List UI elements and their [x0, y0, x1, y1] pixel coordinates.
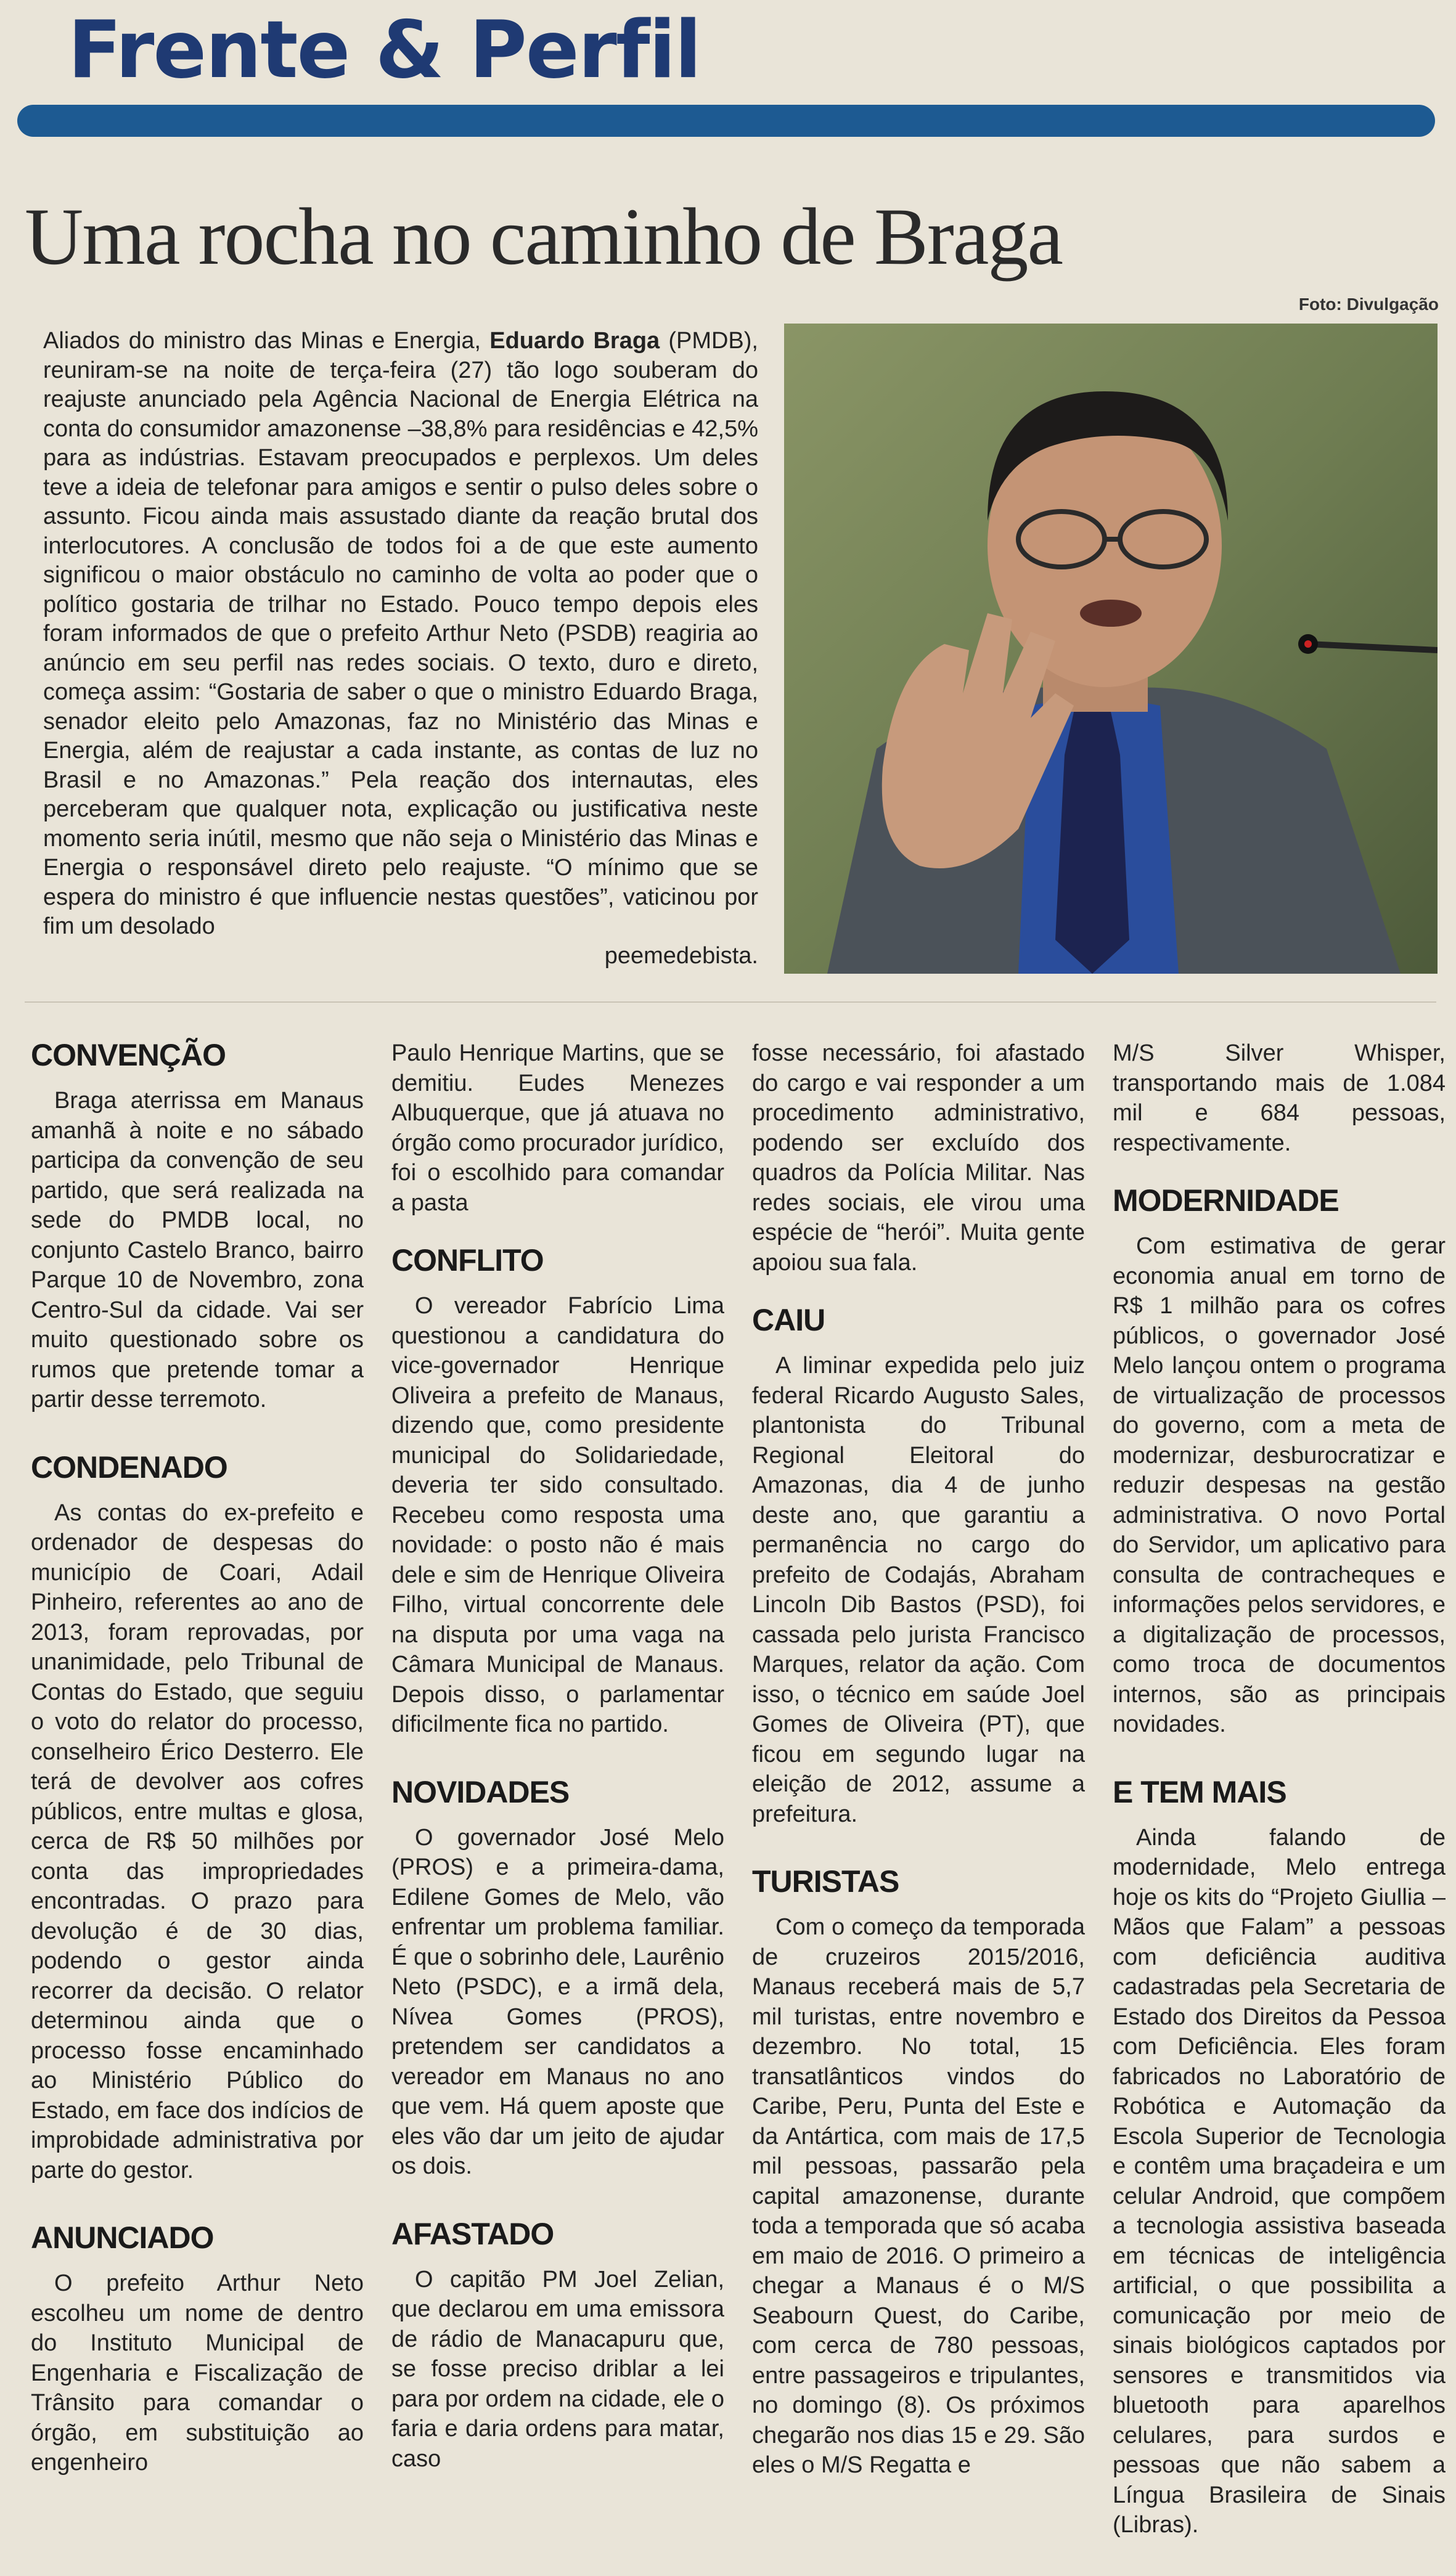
note-text-conflito: O vereador Fabrício Lima questionou a candidatura do vice-governador Henrique Oliveira a prefeito de Manaus, dizendo que, como presidente municipal do Solidariedade, deveria ter sido consultado. Recebeu como resposta uma novidade: o posto não é mais dele e sim de Henrique Oliveira Filho, virtual concorrente dele na disputa por uma vaga na Câmara Municipal de Manaus. Depois disso, o parlamentar dificilmente fica no partido.	[391, 1293, 724, 1737]
intro-body: (PMDB), reuniram-se na noite de terça-feira (27) tão logo souberam do reajuste anunciado pela Agência Nacional de Energia Elétrica na conta do consumidor amazonense –38,8% para residências e 42,5% para as indústrias. Estavam preocupados e perplexos. Um deles teve a ideia de telefonar para amigos e sentir o pulso deles sobre o assunto. Ficou ainda mais assustado diante da reação brutal dos interlocutores. A conclusão de todos foi a de que este aumento significou o maior obstáculo no caminho de volta ao poder que o político gostaria de trilhar no Estado. Pouco tempo depois eles foram informados de que o prefeito Arthur Neto (PSDB) reagiria ao anúncio em seu perfil nas redes sociais. O texto, duro e direto, começa assim: “Gostaria de saber o que o ministro Eduardo Braga, senador eleito pelo Amazonas, faz no Ministério das Minas e Energia, além de reajustar a cada instante, as contas de luz no Brasil e no Amazonas.” Pela reação dos internautas, eles perceberam que qualquer nota, explicação ou justificativa neste momento seria inútil, mesmo que não seja o Ministério das Minas e Energia o responsável direto pelo reajuste. “O mínimo que se espera do ministro é que influencie nestas questões”, vaticinou por fim um desolado	[43, 328, 758, 939]
note-title-caiu: CAIU	[752, 1303, 825, 1337]
note-text-novidades: O governador José Melo (PROS) e a primeira-dama, Edilene Gomes de Melo, vão enfrentar um problema familiar. É que o sobrinho dele, Laurênio Neto (PSDC), e a irmã dela, Nívea Gomes (PROS), pretendem ser candidatos a vereador em Manaus no ano que vem. Há quem aposte que eles vão dar um jeito de ajudar os dois.	[391, 1824, 724, 2179]
note-title-condenado: CONDENADO	[31, 1449, 227, 1485]
note-title-novidades: NOVIDADES	[391, 1774, 570, 1809]
note-title-convencao: CONVENÇÃO	[31, 1038, 226, 1072]
section-title: Frente & Perfil	[68, 4, 701, 96]
note-text-afastado-cont: fosse necessário, foi afastado do cargo e vai responder a um procedimento administrativo, podendo ser excluído dos quadros da Polícia Militar. Nas redes sociais, ele virou uma espécie de “herói”. Muita gente apoiou sua fala.	[752, 1040, 1085, 1276]
note-text-turistas: Com o começo da temporada de cruzeiros 2015/2016, Manaus receberá mais de 5,7 mil turistas, entre novembro e dezembro. No total, 15 transatlânticos vindos do Caribe, Peru, Punta del Este e da Antártica, com mais de 17,5 mil pessoas, passarão pela capital amazonense, durante toda a temporada que só acaba em maio de 2016. O primeiro a chegar a Manaus é o M/S Seabourn Quest, do Caribe, com cerca de 780 pessoas, entre passageiros e tripulantes, no domingo (8). Os próximos chegarão nos dias 15 e 29. São eles o M/S Regatta e	[752, 1914, 1085, 2478]
column-2	[391, 1038, 724, 2509]
divider	[25, 1001, 1436, 1003]
portrait-illustration	[784, 324, 1438, 974]
column-1	[31, 1038, 364, 2514]
note-text-afastado: O capitão PM Joel Zelian, que declarou em uma emissora de rádio de Manacapuru que, se fosse preciso driblar a lei para por ordem na cidade, ele o faria e daria ordens para matar, caso	[391, 2266, 724, 2472]
section-bar	[17, 105, 1435, 137]
note-text-anunciado-cont: Paulo Henrique Martins, que se demitiu. Eudes Menezes Albuquerque, que já atuava no órgão como procurador jurídico, foi o escolhido para comandar a pasta	[391, 1040, 724, 1216]
note-text-modernidade: Com estimativa de gerar economia anual em torno de R$ 1 milhão para os cofres públicos, o governador José Melo lançou ontem o programa de virtualização de processos do governo, com a meta de modernizar, desburocratizar e reduzir despesas na gestão administrativa. O novo Portal do Servidor, um aplicativo para consulta de contracheques e informações pelos servidores, e a digitalização de processos, como troca de documentos internos, são as principais novidades.	[1113, 1233, 1446, 1737]
note-title-anunciado: ANUNCIADO	[31, 2220, 214, 2255]
intro-paragraph	[43, 327, 758, 971]
note-title-conflito: CONFLITO	[391, 1243, 544, 1278]
note-title-turistas: TURISTAS	[752, 1864, 899, 1899]
note-title-afastado: AFASTADO	[391, 2216, 554, 2251]
note-text-etemmais: Ainda falando de modernidade, Melo entrega hoje os kits do “Projeto Giullia – Mãos que Falam” a pessoas com deficiência auditiva cadastradas pela Secretaria de Estado dos Direitos da Pessoa com Deficiência. Eles foram fabricados no Laboratório de Robótica e Automação da Escola Superior de Tecnologia e contêm uma braçadeira e um celular Android, que compõem a tecnologia assistiva baseada em técnicas de inteligência artificial, o que possibilita a comunicação por meio de sinais biológicos captados por sensores e transmitidos via bluetooth para aparelhos celulares, para surdos e pessoas que não sabem a Língua Brasileira de Sinais (Libras).	[1113, 1824, 1446, 2538]
note-title-etemmais: E TEM MAIS	[1113, 1774, 1286, 1809]
portrait-photo	[784, 324, 1438, 974]
photo-credit: Foto: Divulgação	[1298, 295, 1439, 314]
note-text-caiu: A liminar expedida pelo juiz federal Ricardo Augusto Sales, plantonista do Tribunal Regional Eleitoral do Amazonas, dia 4 de junho deste ano, que garantiu a permanência no cargo do prefeito de Codajás, Abraham Lincoln Dib Bastos (PSD), foi cassada pelo jurista Francisco Marques, relator da ação. Com isso, o técnico em saúde Joel Gomes de Oliveira (PT), que ficou em segundo lugar na eleição de 2012, assume a prefeitura.	[752, 1353, 1085, 1827]
intro-start: Aliados do ministro das Minas e Energia,	[43, 328, 490, 354]
intro-name: Eduardo Braga	[489, 328, 660, 354]
intro-end: peemedebista.	[604, 942, 758, 969]
headline: Uma rocha no caminho de Braga	[25, 191, 1063, 282]
note-text-anunciado: O prefeito Arthur Neto escolheu um nome de dentro do Instituto Municipal de Engenharia e Fiscalização de Trânsito para comandar o órgão, em substituição ao engenheiro	[31, 2270, 364, 2476]
note-text-turistas-cont: M/S Silver Whisper, transportando mais de 1.084 mil e 684 pessoas, respectivamente.	[1113, 1040, 1446, 1156]
note-text-condenado: As contas do ex-prefeito e ordenador de despesas do município de Coari, Adail Pinheiro, referentes ao ano de 2013, foram reprovadas, por unanimidade, pelo Tribunal de Contas do Estado, que seguiu o voto do relator do processo, conselheiro Érico Desterro. Ele terá de devolver aos cofres públicos, entre multas e glosa, cerca de R$ 50 milhões por conta das impropriedades encontradas. O prazo para devolução é de 30 dias, podendo o gestor ainda recorrer da decisão. O relator determinou ainda que o processo fosse encaminhado ao Ministério Público do Estado, em face dos indícios de improbidade administrativa por parte do gestor.	[31, 1499, 364, 2183]
note-title-modernidade: MODERNIDADE	[1113, 1183, 1339, 1218]
column-4	[1113, 1038, 1446, 2576]
note-text-convencao: Braga aterrissa em Manaus amanhã à noite e no sábado participa da convenção de seu partido, que será realizada na sede do PMDB local, no conjunto Castelo Branco, bairro Parque 10 de Novembro, zona Centro-Sul da cidade. Vai ser muito questionado sobre os rumos que pretende tomar a partir desse terremoto.	[31, 1088, 364, 1412]
column-3	[752, 1038, 1085, 2516]
